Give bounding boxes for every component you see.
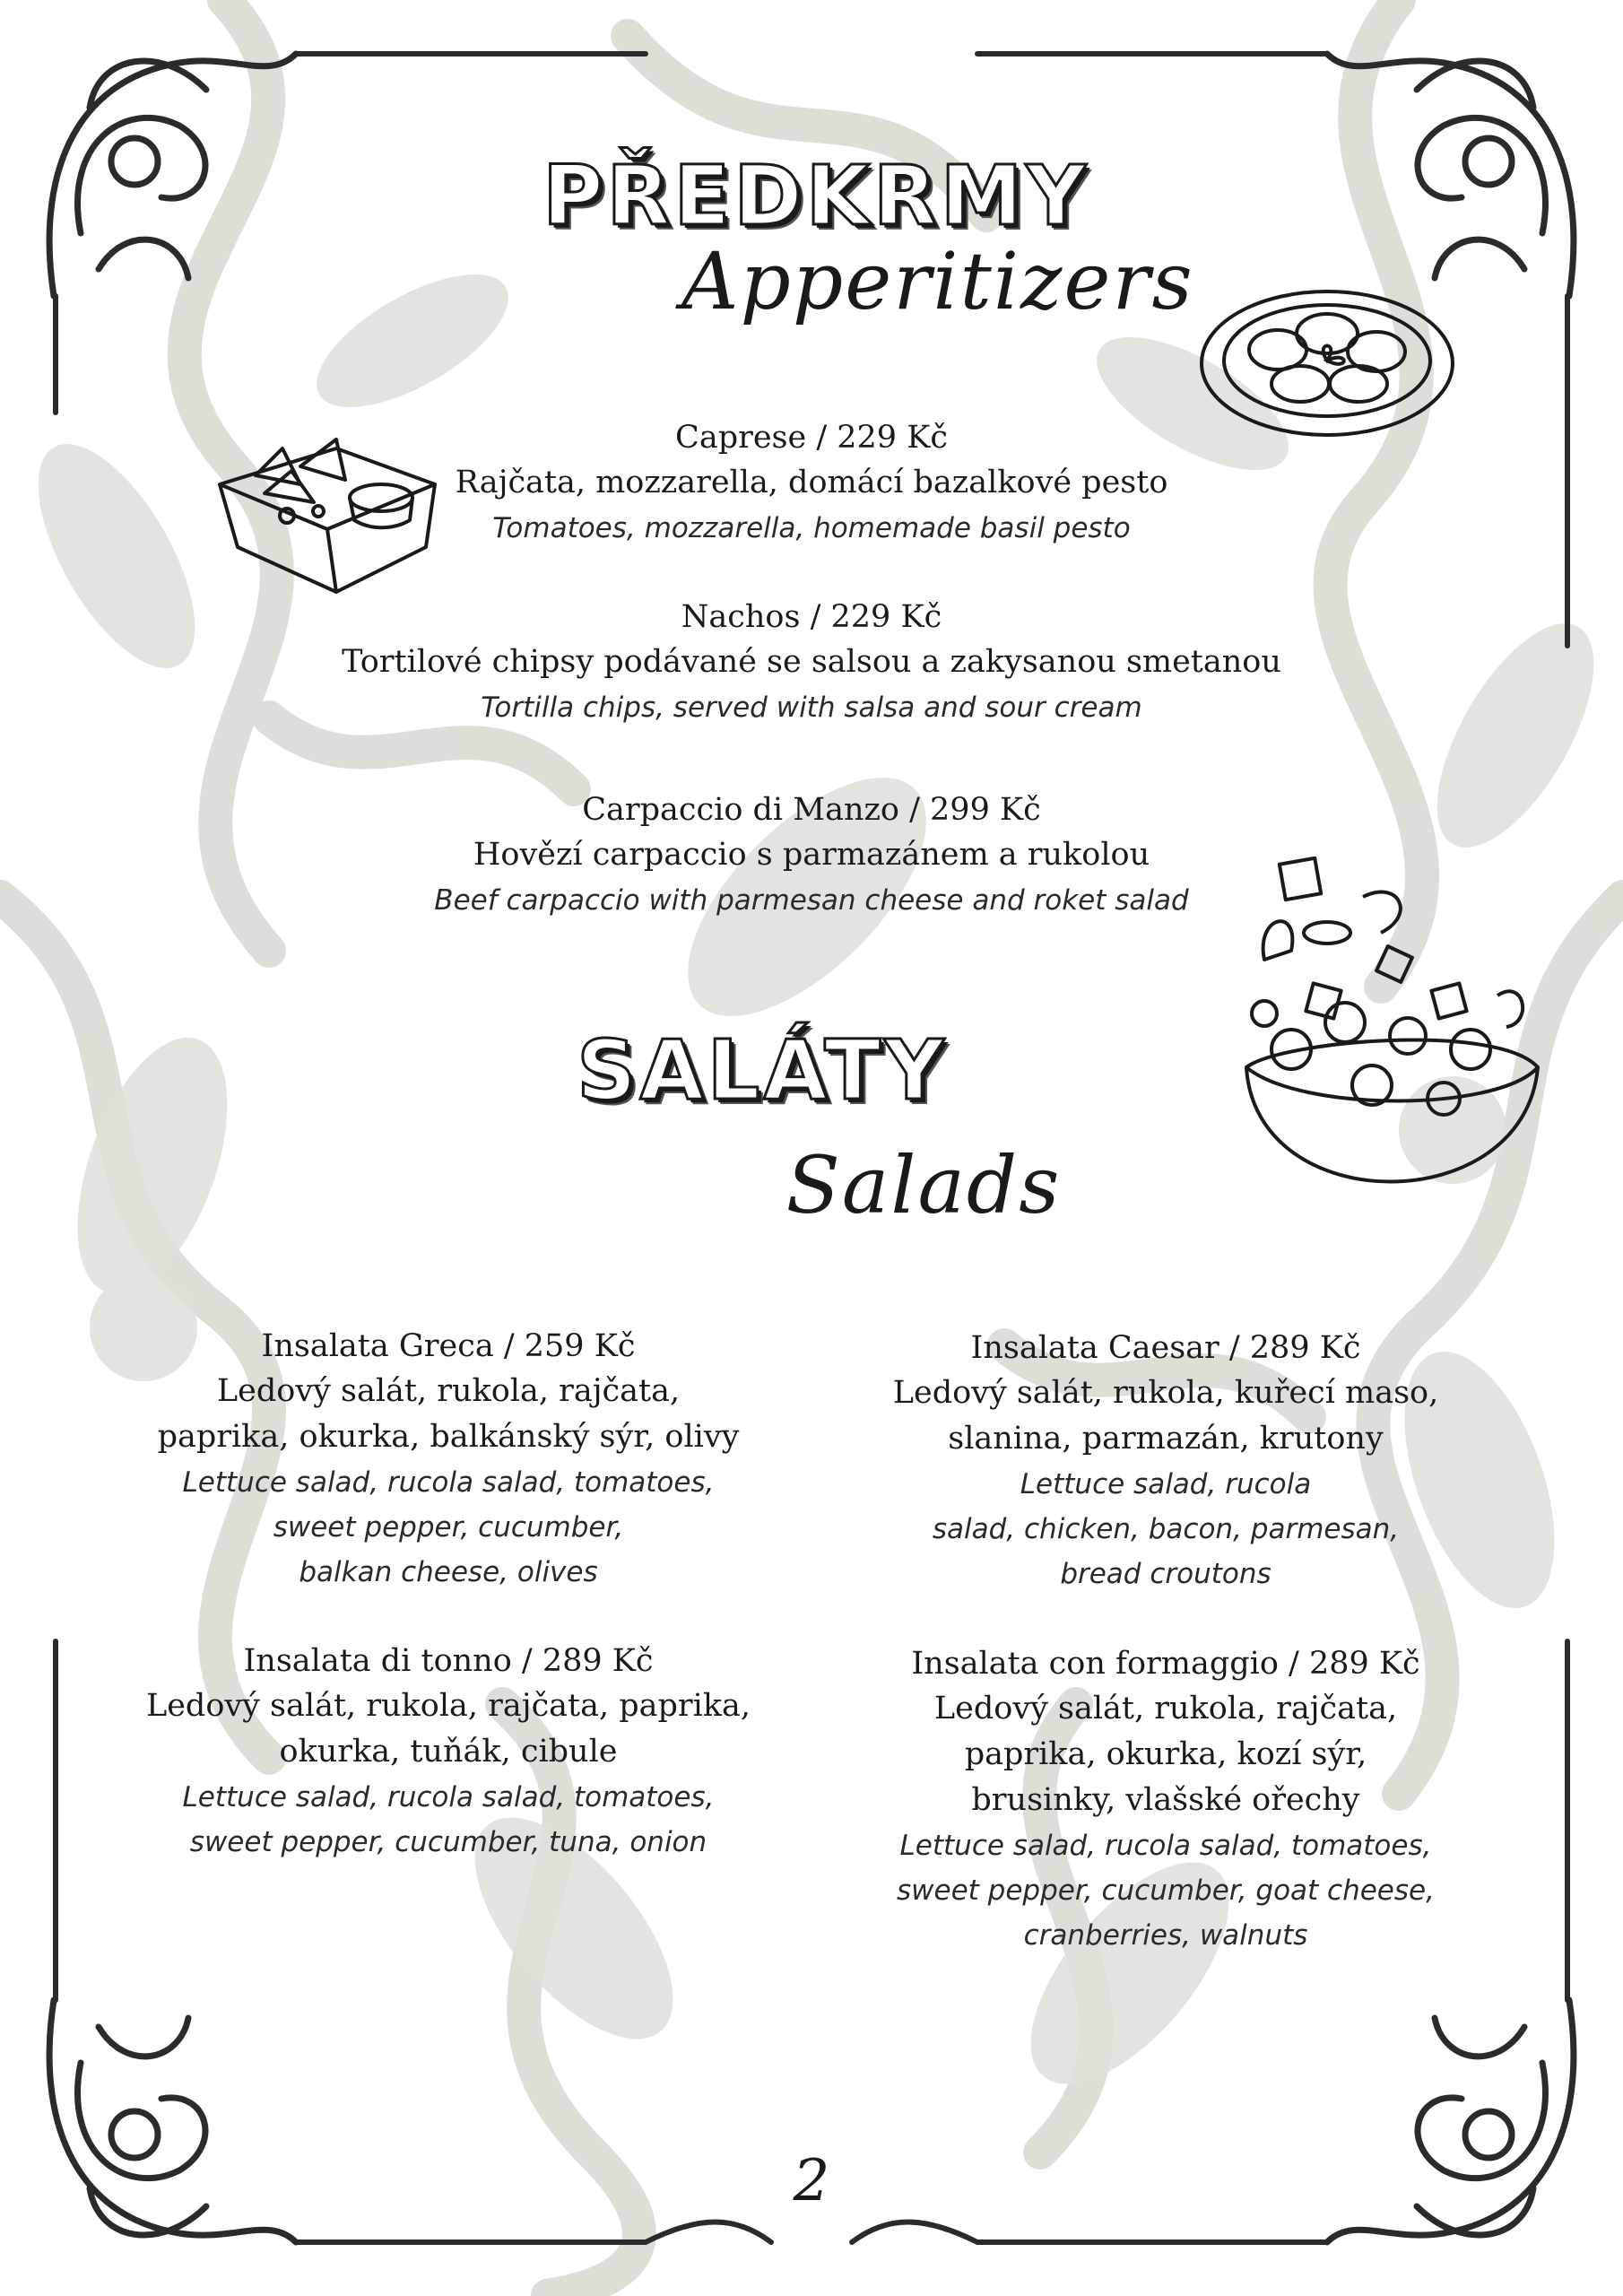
- appetizers-subtitle: Apperitizers: [681, 235, 1194, 327]
- item-description-cz-line: Ledový salát, rukola, rajčata,: [933, 1691, 1398, 1726]
- salad-item: [816, 1326, 1515, 1596]
- page-number: 2: [793, 2148, 830, 2214]
- salad-item: [117, 1324, 780, 1595]
- item-description-cz-line: okurka, tuňák, cibule: [279, 1734, 618, 1770]
- item-description-en: Beef carpaccio with parmesan cheese and roket salad: [434, 884, 1189, 917]
- salad-item: [816, 1641, 1515, 1958]
- item-description-cz-line: paprika, okurka, balkánský sýr, olivy: [157, 1419, 740, 1455]
- item-description-en: Tomatoes, mozzarella, homemade basil pesto: [492, 512, 1131, 544]
- item-description-en-line: Lettuce salad, rucola salad, tomatoes,: [182, 1466, 715, 1499]
- item-description-cz: Hovězí carpaccio s parmazánem a rukolou: [473, 837, 1150, 873]
- item-description-en-line: balkan cheese, olives: [299, 1556, 598, 1588]
- item-description-cz: Rajčata, mozzarella, domácí bazalkové pesto: [455, 465, 1168, 500]
- item-name: Insalata con formaggio / 289 Kč: [911, 1646, 1420, 1682]
- item-description-cz-line: Ledový salát, rukola, rajčata, paprika,: [145, 1688, 751, 1724]
- item-description-en-line: bread croutons: [1060, 1558, 1271, 1590]
- corner-flourish-tl: [49, 54, 296, 296]
- item-description-cz-line: slanina, parmazán, krutony: [948, 1421, 1384, 1457]
- salads-subtitle: Salads: [785, 1139, 1062, 1231]
- item-description-en-line: sweet pepper, cucumber,: [273, 1511, 624, 1544]
- salad-bowl-illustration: [1228, 843, 1551, 1256]
- item-name: Insalata Caesar / 289 Kč: [970, 1330, 1361, 1366]
- item-description-cz: Tortilové chipsy podávané se salsou a zakysanou smetanou: [342, 644, 1281, 680]
- item-description-en-line: sweet pepper, cucumber, goat cheese,: [897, 1874, 1435, 1907]
- appetizer-item: [269, 415, 1354, 551]
- item-description-en: Tortilla chips, served with salsa and sour cream: [481, 691, 1142, 724]
- item-name: Insalata di tonno / 289 Kč: [243, 1643, 654, 1679]
- appetizers-heading: PŘEDKRMY: [542, 148, 1089, 244]
- item-description-cz-line: brusinky, vlašské ořechy: [971, 1782, 1360, 1818]
- salads-heading: SALÁTY: [577, 1022, 948, 1118]
- appetizer-item: [269, 787, 1354, 923]
- item-name: Insalata Greca / 259 Kč: [261, 1328, 636, 1364]
- item-description-en-line: salad, chicken, bacon, parmesan,: [932, 1513, 1400, 1545]
- item-description-en-line: Lettuce salad, rucola: [1020, 1468, 1312, 1500]
- appetizer-item: [269, 595, 1354, 730]
- item-name: Nachos / 229 Kč: [681, 599, 942, 635]
- item-description-cz-line: Ledový salát, rukola, rajčata,: [216, 1373, 681, 1409]
- item-description-en-line: Lettuce salad, rucola salad, tomatoes,: [899, 1830, 1432, 1862]
- salad-item: [117, 1639, 780, 1865]
- item-description-en-line: sweet pepper, cucumber, tuna, onion: [189, 1826, 707, 1858]
- item-description-cz-line: Ledový salát, rukola, kuřecí maso,: [892, 1375, 1439, 1411]
- item-description-cz-line: paprika, okurka, kozí sýr,: [964, 1736, 1367, 1772]
- item-name: Caprese / 229 Kč: [675, 420, 948, 456]
- item-description-en-line: Lettuce salad, rucola salad, tomatoes,: [182, 1781, 715, 1813]
- item-name: Carpaccio di Manzo / 299 Kč: [582, 792, 1041, 828]
- item-description-en-line: cranberries, walnuts: [1023, 1919, 1308, 1952]
